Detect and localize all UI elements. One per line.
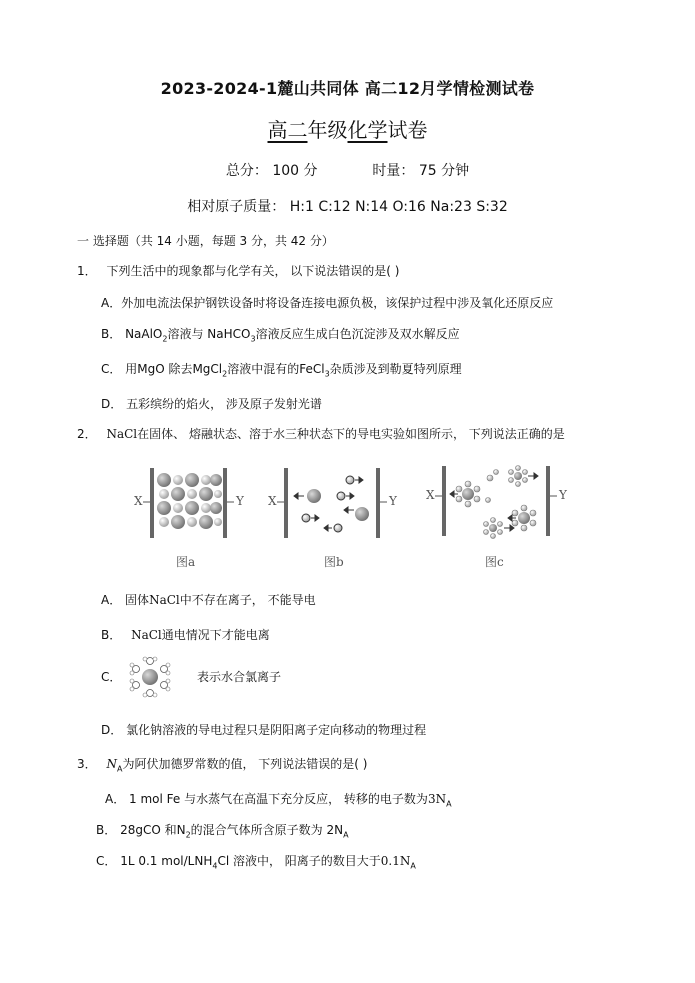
nacl-crystal-lattice <box>157 473 222 529</box>
question-number: 1． <box>77 264 97 278</box>
q1-option-d: D． 五彩缤纷的焰火， 涉及原子发射光谱 <box>101 397 322 411</box>
question-stem: 在固体、 熔融状态、溶于水三种状态下的导电实验如图所示， 下列说法正确的是 <box>137 427 565 441</box>
hydrated-chloride-ion-icon <box>128 655 172 699</box>
q2-option-d: D． 氯化钠溶液的导电过程只是阴阳离子定向移动的物理过程 <box>101 723 427 737</box>
q3-option-b: B． 28gCO 和$N_2$的混合气体所含原子数为 $2N_A$ <box>96 823 349 840</box>
svg-text:Y: Y <box>389 494 397 508</box>
electrode-y <box>223 468 227 538</box>
hydrated-ions <box>456 466 536 539</box>
figure-panel-b <box>268 468 398 569</box>
q3-option-a: A． 1 mol Fe 与水蒸气在高温下充分反应， 转移的电子数为$3N_A$ <box>105 792 452 809</box>
question-number: 2． <box>77 427 97 441</box>
question-1 <box>77 262 399 279</box>
question-number: 3． <box>77 757 97 771</box>
atomic-masses: 相对原子质量： H:1 C:12 N:14 O:16 Na:23 S:32 <box>187 199 508 215</box>
total-score-label: 总分： <box>225 163 268 179</box>
electrode-x <box>150 468 154 538</box>
total-score-value: 100 分 <box>272 163 318 179</box>
time-label: 时量： <box>372 163 415 179</box>
subtitle-suffix: 试卷 <box>387 118 428 142</box>
q1-option-b: B． NaAlO$_2$溶液与 NaHCO$_3$溶液反应生成白色沉淀涉及双水解反应 <box>101 327 460 344</box>
figure-panel-c <box>426 466 568 570</box>
svg-text:X: X <box>268 494 277 508</box>
q1-option-c: C． 用MgO 除去MgCl$_2$溶液中混有的FeCl$_3$杂质涉及到勒夏特列原理 <box>101 362 462 379</box>
svg-text:X: X <box>426 488 435 502</box>
electrode-x-label: X <box>134 494 143 508</box>
question-2: 2． NaCl在固体、 熔融状态、溶于水三种状态下的导电实验如图所示， 下列说法正确的是 <box>77 427 565 441</box>
q3-option-c: C． 1L 0.1 mol/$LNH_4Cl$ 溶液中， 阳离子的数目大于$0.1N_A$ <box>96 854 416 871</box>
electrode-y-label: Y <box>236 494 244 508</box>
q2-option-a: A． 固体NaCl中不存在离子， 不能导电 <box>101 593 316 607</box>
figure-label-c: 图c <box>485 555 504 569</box>
question-stem: 下列生活中的现象都与化学有关， 以下说法错误的是( ) <box>106 264 400 278</box>
figure-panel-a <box>134 468 245 569</box>
subtitle-subject: 化学 <box>347 118 388 142</box>
question-3: 3． $N_A$为阿伏加德罗常数的值， 下列说法错误的是( ) <box>77 757 368 774</box>
section-title: 一 选择题（共 14 小题，每题 3 分，共 42 分） <box>77 234 334 248</box>
q2-option-b: B． NaCl通电情况下才能电离 <box>101 628 270 642</box>
exam-title: 2023-2024-1麓山共同体 高二12月学情检测试卷 <box>160 79 535 98</box>
conductivity-figure <box>128 456 568 576</box>
q1-option-a: A．外加电流法保护钢铁设备时将设备连接电源负极，该保护过程中涉及氧化还原反应 <box>101 296 554 310</box>
melted-ions <box>294 476 369 532</box>
subtitle-grade-suffix: 年级 <box>307 118 348 142</box>
figure-label-b: 图b <box>324 555 344 569</box>
svg-text:Y: Y <box>559 488 567 502</box>
subtitle-grade: 高二 <box>267 118 308 142</box>
time-value: 75 分钟 <box>418 163 470 179</box>
q2-option-c: C． <box>101 670 122 684</box>
exam-meta <box>0 160 695 180</box>
subject-title <box>0 114 695 143</box>
question-stem: 为阿伏加德罗常数的值， 下列说法错误的是( ) <box>122 757 368 771</box>
q2-option-c-text: 表示水合氯离子 <box>197 670 282 684</box>
figure-label-a: 图a <box>176 555 196 569</box>
